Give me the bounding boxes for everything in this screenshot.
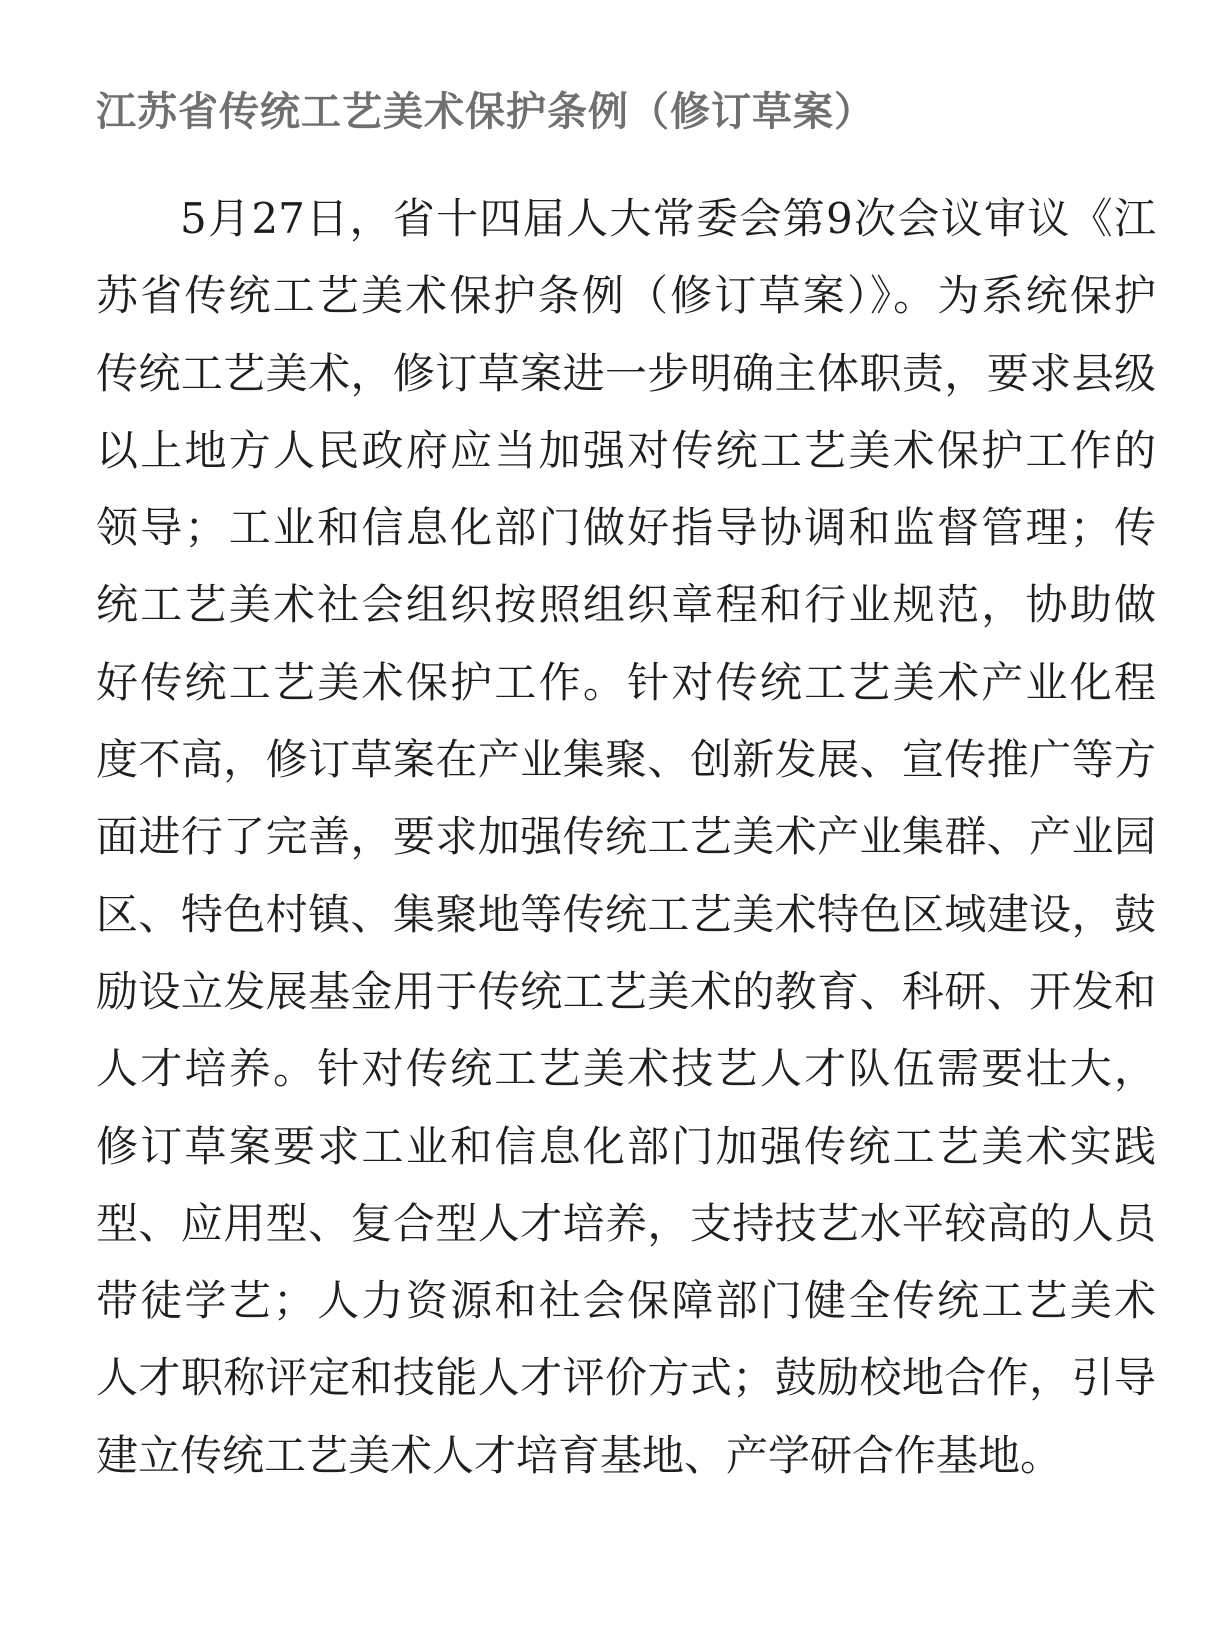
paragraph-line: 修订草案要求工业和信息化部门加强传统工艺美术实践	[96, 1121, 1156, 1171]
paragraph-line: 面进行了完善，要求加强传统工艺美术产业集群、产业园	[96, 812, 1156, 862]
paragraph-line: 度不高，修订草案在产业集聚、创新发展、宣传推广等方	[96, 735, 1156, 785]
paragraph-line: 传统工艺美术，修订草案进一步明确主体职责，要求县级	[96, 348, 1156, 398]
paragraph-line: 人才职称评定和技能人才评价方式；鼓励校地合作，引导	[96, 1353, 1156, 1403]
paragraph-line: 建立传统工艺美术人才培育基地、产学研合作基地。	[96, 1430, 1063, 1480]
paragraph-line: 区、特色村镇、集聚地等传统工艺美术特色区域建设，鼓	[96, 889, 1156, 939]
paragraph-line: 人才培养。针对传统工艺美术技艺人才队伍需要壮大，	[96, 1044, 1156, 1094]
paragraph-line: 领导；工业和信息化部门做好指导协调和监督管理；传	[96, 503, 1156, 553]
paragraph-line: 统工艺美术社会组织按照组织章程和行业规范，协助做	[96, 580, 1156, 630]
paragraph-line: 苏省传统工艺美术保护条例（修订草案）》。为系统保护	[96, 271, 1156, 321]
article-title: 江苏省传统工艺美术保护条例（修订草案）	[96, 89, 875, 135]
paragraph-line: 型、应用型、复合型人才培养，支持技艺水平较高的人员	[96, 1198, 1156, 1248]
paragraph-line: 好传统工艺美术保护工作。针对传统工艺美术产业化程	[96, 657, 1156, 707]
paragraph-line: 励设立发展基金用于传统工艺美术的教育、科研、开发和	[96, 966, 1156, 1016]
paragraph-line: 带徒学艺；人力资源和社会保障部门健全传统工艺美术	[96, 1276, 1156, 1326]
paragraph-line: 以上地方人民政府应当加强对传统工艺美术保护工作的	[96, 425, 1156, 475]
paragraph-line: 5月27日，省十四届人大常委会第9次会议审议《江	[180, 194, 1156, 243]
article-body	[96, 180, 1156, 1494]
